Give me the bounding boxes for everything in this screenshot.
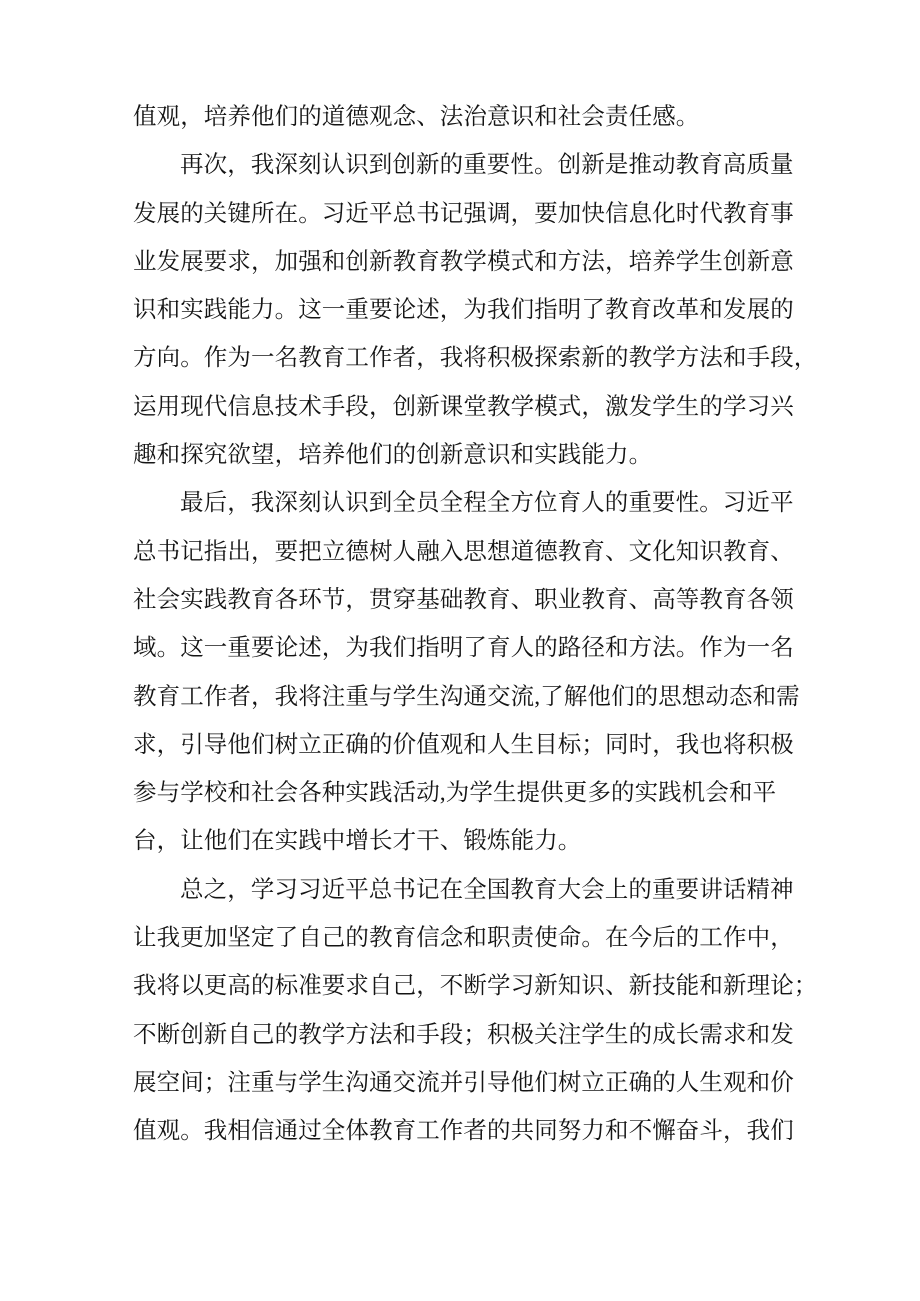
text-line: 教育工作者，我将注重与学生沟通交流,了解他们的思想动态和需 [133, 683, 800, 710]
text-line: 值观。我相信通过全体教育工作者的共同努力和不懈奋斗，我们 [133, 1118, 794, 1145]
paragraph [133, 141, 818, 479]
text-line: 不断创新自己的教学方法和手段；积极关注学生的成长需求和发 [133, 1021, 794, 1048]
text-line: 总之，学习习近平总书记在全国教育大会上的重要讲话精神 [180, 876, 794, 903]
text-line: 趣和探究欲望，培养他们的创新意识和实践能力。 [133, 442, 653, 469]
text-line: 再次，我深刻认识到创新的重要性。创新是推动教育高质量 [180, 152, 794, 179]
text-line: 识和实践能力。这一重要论述，为我们指明了教育改革和发展的 [133, 297, 794, 324]
text-line: 社会实践教育各环节，贯穿基础教育、职业教育、高等教育各领 [133, 586, 794, 613]
text-line: 值观，培养他们的道德观念、法治意识和社会责任感。 [133, 104, 700, 130]
text-line: 发展的关键所在。习近平总书记强调，要加快信息化时代教育事 [133, 200, 794, 227]
text-line: 最后，我深刻认识到全员全程全方位育人的重要性。习近平 [180, 490, 794, 517]
document-body [133, 93, 818, 1156]
text-line: 业发展要求，加强和创新教育教学模式和方法，培养学生创新意 [133, 248, 794, 275]
text-line: 参与学校和社会各种实践活动,为学生提供更多的实践机会和平 [133, 780, 777, 807]
text-line: 展空间；注重与学生沟通交流并引导他们树立正确的人生观和价 [133, 1069, 794, 1096]
paragraph [133, 866, 818, 1156]
text-line: 域。这一重要论述，为我们指明了育人的路径和方法。作为一名 [133, 635, 794, 662]
text-line: 方向。作为一名教育工作者，我将积极探索新的教学方法和手段， [133, 345, 818, 372]
text-line: 我将以更高的标准要求自己，不断学习新知识、新技能和新理论； [133, 973, 818, 1000]
text-line: 总书记指出，要把立德树人融入思想道德教育、文化知识教育、 [133, 538, 794, 565]
text-line: 求，引导他们树立正确的价值观和人生目标；同时，我也将积极 [133, 731, 794, 758]
paragraph [133, 479, 800, 865]
paragraph [133, 93, 795, 141]
text-line: 让我更加坚定了自己的教育信念和职责使命。在今后的工作中， [133, 925, 794, 952]
text-line: 运用现代信息技术手段，创新课堂教学模式，激发学生的学习兴 [133, 393, 794, 420]
text-line: 台，让他们在实践中增长才干、锻炼能力。 [133, 828, 582, 855]
